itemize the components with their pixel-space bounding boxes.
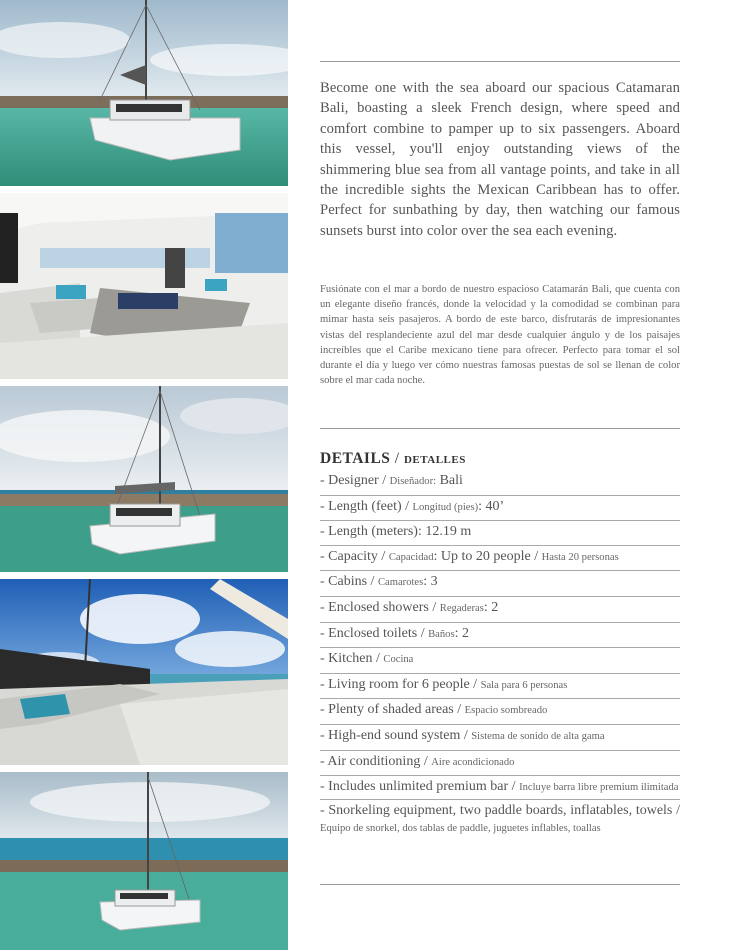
photo-salon-interior-image bbox=[0, 193, 288, 379]
list-item: - Length (meters): 12.19 m bbox=[320, 521, 680, 546]
list-item: - Enclosed showers / Regaderas: 2 bbox=[320, 597, 680, 623]
list-item: - Cabins / Camarotes: 3 bbox=[320, 571, 680, 597]
list-item: - High-end sound system / Sistema de sonido de alta gama bbox=[320, 725, 680, 751]
details-list bbox=[320, 470, 680, 840]
photo-deck-lounge-image bbox=[0, 579, 288, 765]
list-item: - Snorkeling equipment, two paddle boards, inflatables, towels / Equipo de snorkel, dos tablas de paddle, juguetes inflables, toallas bbox=[320, 803, 680, 835]
list-item: - Length (feet) / Longitud (pies): 40’ bbox=[320, 496, 680, 522]
intro-english: Become one with the sea aboard our spacious Catamaran Bali, boasting a sleek French design, where speed and comfort combine to pamper up to six passengers. Aboard this vessel, you'll enjoy outstanding views of the shimmering blue sea from all vantage points, and take in all the incredible sights the Mexican Caribbean has to offer. Perfect for sunbathing by day, then watching our famous sunsets burst into color over the sea each evening. bbox=[320, 80, 680, 239]
photo-catamaran-marina bbox=[0, 0, 288, 186]
list-item: - Capacity / Capacidad: Up to 20 people / Hasta 20 personas bbox=[320, 546, 680, 572]
photo-catamaran-marina-image bbox=[0, 0, 288, 186]
middle-divider bbox=[320, 428, 680, 429]
list-item: - Living room for 6 people / Sala para 6 personas bbox=[320, 674, 680, 700]
list-item: - Air conditioning / Aire acondicionado bbox=[320, 751, 680, 777]
photo-catamaran-aerial-image bbox=[0, 772, 288, 950]
intro-spanish: Fusiónate con el mar a bordo de nuestro espacioso Catamarán Bali, que cuenta con un elegante diseño francés, donde la velocidad y la comodidad se combinan para mimar hasta seis pasajeros. A bordo de este barco, disfrutarás de impresionantes vistas del resplandeciente azul del mar desde cualquier ángulo y de los paisajes increíbles que el Caribe mexicano tiene para ofrecer. Perfecto para tomar el sol durante el día y luego ver cómo nuestras famosas puestas de sol se llenan de color sobre el mar cada noche. bbox=[320, 284, 680, 387]
bottom-divider bbox=[320, 884, 680, 885]
photo-deck-lounge bbox=[0, 579, 288, 765]
list-item: - Includes unlimited premium bar / Incluye barra libre premium ilimitada bbox=[320, 776, 680, 800]
list-item: - Enclosed toilets / Baños: 2 bbox=[320, 623, 680, 649]
top-divider bbox=[320, 61, 680, 62]
photo-catamaran-aerial bbox=[0, 772, 288, 950]
details-heading bbox=[320, 450, 466, 468]
details-separator: / bbox=[394, 450, 400, 467]
photo-column bbox=[0, 0, 288, 950]
details-subtitle: DETALLES bbox=[403, 454, 466, 466]
list-item: - Kitchen / Cocina bbox=[320, 648, 680, 674]
photo-catamaran-lagoon-image bbox=[0, 386, 288, 572]
photo-salon-interior bbox=[0, 193, 288, 379]
details-title: DETAILS bbox=[320, 450, 391, 467]
photo-catamaran-lagoon bbox=[0, 386, 288, 572]
list-item: - Designer / Diseñador: Bali bbox=[320, 470, 680, 496]
list-item: - Plenty of shaded areas / Espacio sombreado bbox=[320, 699, 680, 725]
